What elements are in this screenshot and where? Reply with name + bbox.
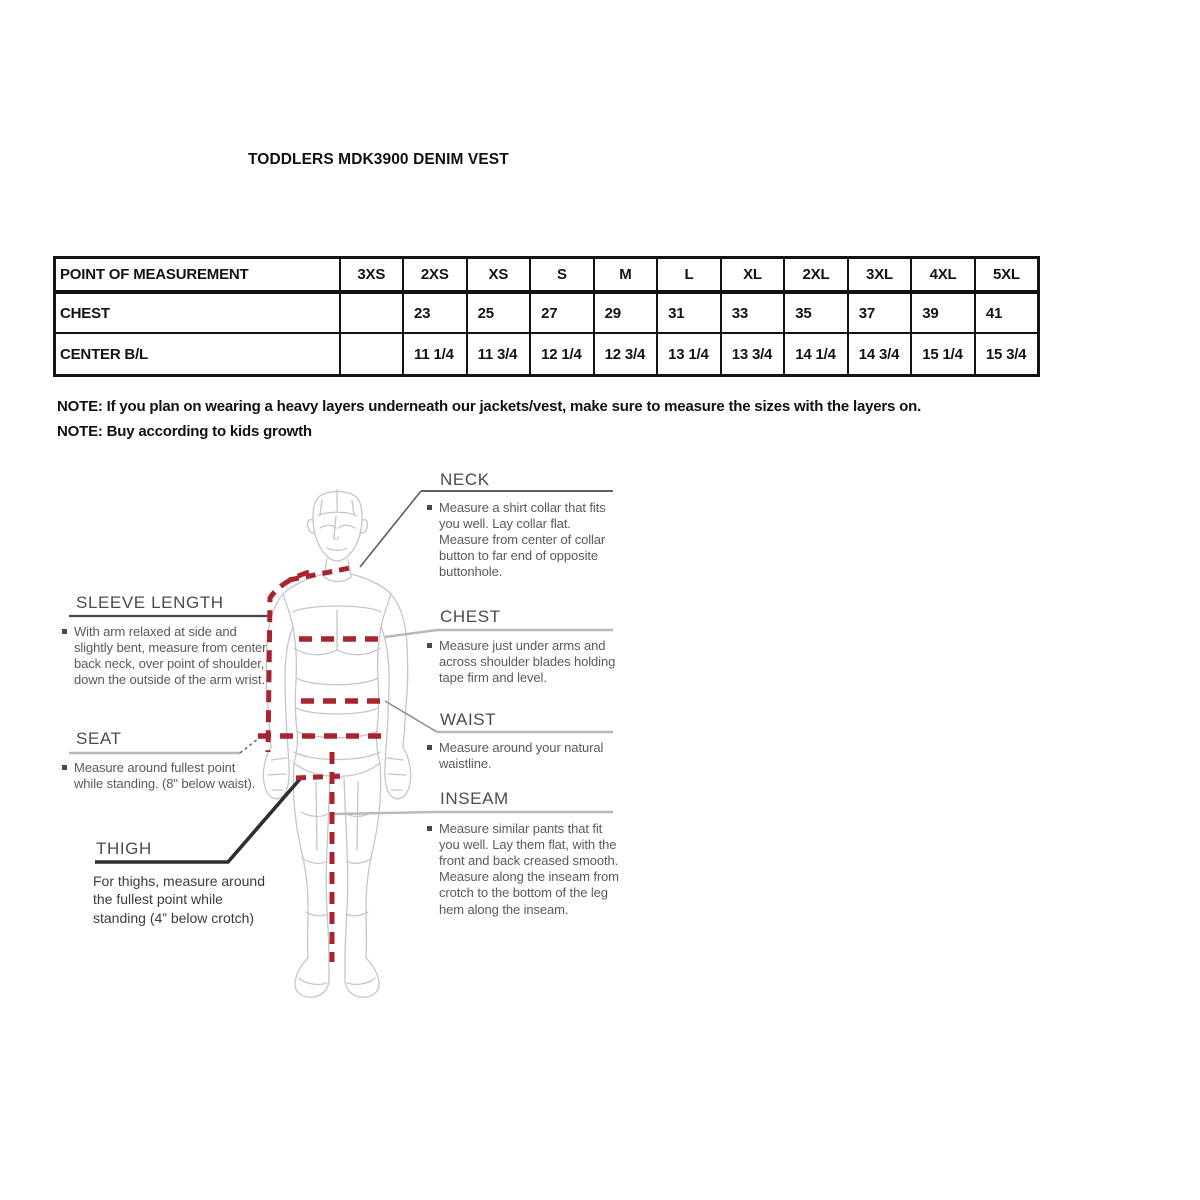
square-bullet-icon [62, 629, 67, 634]
cell: 13 3/4 [721, 333, 785, 376]
square-bullet-icon [427, 745, 432, 750]
cell: 37 [848, 292, 912, 333]
cell: 35 [784, 292, 848, 333]
waist-section-title: WAIST [440, 710, 497, 729]
cell: 11 1/4 [403, 333, 467, 376]
chest-leader-line [385, 630, 613, 637]
body-wireframe-figure [263, 490, 410, 997]
cell: 14 3/4 [848, 333, 912, 376]
col-header-4xl: 4XL [911, 258, 975, 293]
note-layers: NOTE: If you plan on wearing a heavy layers underneath our jackets/vest, make sure to measure the sizes with the layers on. [57, 398, 922, 415]
table-row-center-bl [55, 333, 1039, 376]
sleeve-desc-text: With arm relaxed at side and slightly bent, measure from center back neck, over point of shoulder, down the outside of the arm wrist. [74, 624, 267, 688]
neck-section-title: NECK [440, 470, 490, 489]
seat-desc-text: Measure around fullest point while standing. (8" below waist). [74, 760, 256, 792]
table-row-chest [55, 292, 1039, 333]
cell: 14 1/4 [784, 333, 848, 376]
cell: 15 3/4 [975, 333, 1039, 376]
page-title: TODDLERS MDK3900 DENIM VEST [248, 151, 509, 168]
col-header-m: M [594, 258, 658, 293]
waist-desc-text: Measure around your natural waistline. [439, 740, 604, 772]
cell: 13 1/4 [657, 333, 721, 376]
col-header-s: S [530, 258, 594, 293]
col-header-2xl: 2XL [784, 258, 848, 293]
cell [340, 333, 404, 376]
cell: 31 [657, 292, 721, 333]
cell: 23 [403, 292, 467, 333]
cell: 29 [594, 292, 658, 333]
col-header-5xl: 5XL [975, 258, 1039, 293]
row-label: CENTER B/L [55, 333, 340, 376]
col-header-2xs: 2XS [403, 258, 467, 293]
col-header-3xs: 3XS [340, 258, 404, 293]
cell: 12 1/4 [530, 333, 594, 376]
cell: 27 [530, 292, 594, 333]
col-header-xl: XL [721, 258, 785, 293]
sleeve-measure-dash [268, 572, 309, 752]
col-header-3xl: 3XL [848, 258, 912, 293]
neck-desc-text: Measure a shirt collar that fits you well. Lay collar flat. Measure from center of collar button to far end of opposite buttonhole. [439, 500, 606, 580]
cell: 41 [975, 292, 1039, 333]
inseam-section-title: INSEAM [440, 789, 509, 808]
cell: 39 [911, 292, 975, 333]
cell: 15 1/4 [911, 333, 975, 376]
cell: 25 [467, 292, 531, 333]
chest-desc-text: Measure just under arms and across shoulder blades holding tape firm and level. [439, 638, 616, 686]
note-kids-growth: NOTE: Buy according to kids growth [57, 423, 312, 440]
seat-section-desc [62, 760, 258, 792]
cell: 12 3/4 [594, 333, 658, 376]
neck-leader-line [360, 491, 421, 567]
square-bullet-icon [427, 643, 432, 648]
seat-section-title: SEAT [76, 729, 122, 748]
chest-section-desc [427, 638, 623, 686]
cell: 33 [721, 292, 785, 333]
table-header-row [55, 258, 1039, 293]
square-bullet-icon [427, 826, 432, 831]
inseam-desc-text: Measure similar pants that fit you well. Lay them flat, with the front and back creased smooth. Measure along the inseam from crotch to the bottom of the leg hem along the inseam. [439, 821, 619, 917]
inseam-section-desc [427, 821, 623, 918]
neck-section-desc [427, 500, 623, 581]
square-bullet-icon [62, 765, 67, 770]
chest-section-title: CHEST [440, 607, 501, 626]
size-table [53, 256, 1040, 377]
seat-leader-line [240, 738, 259, 753]
thigh-desc-text: For thighs, measure around the fullest point while standing (4” below crotch) [93, 873, 265, 926]
cell: 11 3/4 [467, 333, 531, 376]
col-header-point-of-measurement: POINT OF MEASUREMENT [55, 258, 340, 293]
thigh-section-title: THIGH [96, 839, 152, 858]
col-header-xs: XS [467, 258, 531, 293]
sleeve-length-section-title: SLEEVE LENGTH [76, 593, 224, 612]
waist-leader-line [385, 701, 437, 732]
square-bullet-icon [427, 505, 432, 510]
inseam-leader-line [333, 812, 613, 814]
col-header-l: L [657, 258, 721, 293]
size-table-header [55, 258, 1039, 293]
waist-section-desc [427, 740, 623, 772]
thigh-section-desc [93, 872, 275, 927]
cell [340, 292, 404, 333]
sleeve-length-section-desc [62, 624, 272, 688]
row-label: CHEST [55, 292, 340, 333]
